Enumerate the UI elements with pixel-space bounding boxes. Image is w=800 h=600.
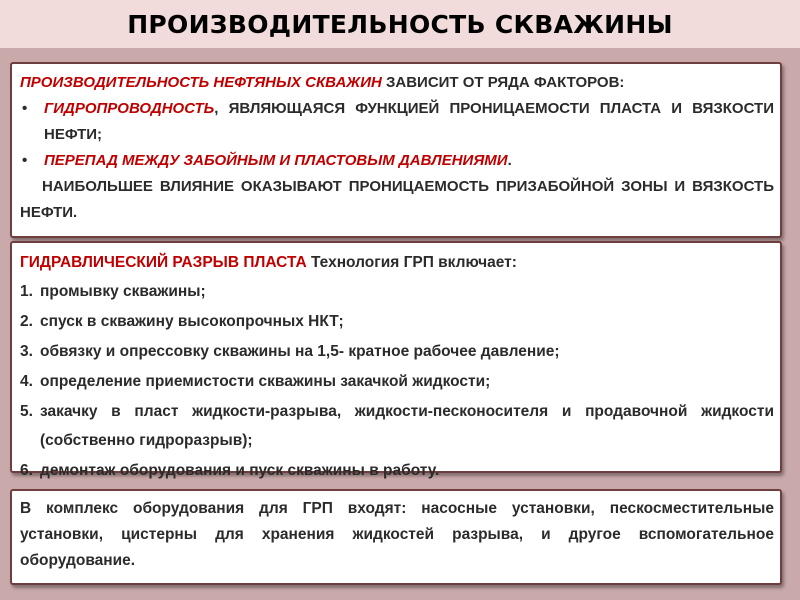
bullet-icon: • [22, 152, 28, 169]
list-item [20, 337, 774, 367]
equipment-text: В комплекс оборудования для ГРП входят: насосные установки, пескосместительные установки, цистерны для хранения жидкостей разрыва, и другое вспомогательное оборудование. [20, 500, 774, 569]
content-panel [0, 48, 800, 600]
list-item [20, 277, 774, 307]
intro-paragraph [20, 70, 774, 96]
hf-heading-highlight: ГИДРАВЛИЧЕСКИЙ РАЗРЫВ ПЛАСТА [20, 254, 307, 271]
list-number: 4. [20, 373, 33, 390]
hf-heading [20, 248, 774, 277]
hydraulic-fracturing-box [10, 241, 782, 479]
list-text: закачку в пласт жидкости-разрыва, жидкости-песконосителя и продавочной жидкости (собственно гидроразрыв); [40, 403, 774, 449]
well-productivity-box [10, 62, 782, 238]
bullet-text [44, 96, 774, 148]
list-item [20, 456, 774, 486]
list-number: 3. [20, 343, 33, 360]
bullet-icon: • [22, 100, 28, 117]
list-number: 6. [20, 462, 33, 479]
bullet-text [44, 148, 774, 174]
bullet-highlight: ГИДРОПРОВОДНОСТЬ [44, 100, 215, 117]
title-bar [0, 0, 800, 48]
list-item [20, 307, 774, 337]
bullet-item [20, 148, 774, 174]
list-text: обвязку и опрессовку скважины на 1,5- кратное рабочее давление; [40, 343, 560, 360]
equipment-box [10, 489, 782, 585]
list-number: 5. [20, 403, 33, 420]
intro-highlight: ПРОИЗВОДИТЕЛЬНОСТЬ НЕФТЯНЫХ СКВАЖИН [20, 74, 382, 91]
page-title: ПРОИЗВОДИТЕЛЬНОСТЬ СКВАЖИНЫ [127, 9, 673, 39]
conclusion-paragraph [20, 174, 774, 226]
bullet-rest: , ЯВЛЯЮЩАЯСЯ ФУНКЦИЕЙ ПРОНИЦАЕМОСТИ ПЛАСТА И ВЯЗКОСТИ НЕФТИ; [44, 100, 774, 143]
conclusion-text: НАИБОЛЬШЕЕ ВЛИЯНИЕ ОКАЗЫВАЮТ ПРОНИЦАЕМОСТЬ ПРИЗАБОЙНОЙ ЗОНЫ И ВЯЗКОСТЬ НЕФТИ. [20, 178, 774, 221]
list-number: 2. [20, 313, 33, 330]
bullet-rest: . [507, 152, 512, 169]
list-text: демонтаж оборудования и пуск скважины в работу. [40, 462, 440, 479]
intro-text: ЗАВИСИТ ОТ РЯДА ФАКТОРОВ: [381, 74, 625, 91]
list-item [20, 397, 774, 456]
list-text: определение приемистости скважины закачкой жидкости; [40, 373, 491, 390]
bullet-highlight: ПЕРЕПАД МЕЖДУ ЗАБОЙНЫМ И ПЛАСТОВЫМ ДАВЛЕНИЯМИ [44, 152, 508, 169]
list-item [20, 367, 774, 397]
hf-heading-text: Технология ГРП включает: [306, 254, 517, 271]
list-text: спуск в скважину высокопрочных НКТ; [40, 313, 344, 330]
bullet-item [20, 96, 774, 148]
list-number: 1. [20, 283, 33, 300]
list-text: промывку скважины; [40, 283, 206, 300]
